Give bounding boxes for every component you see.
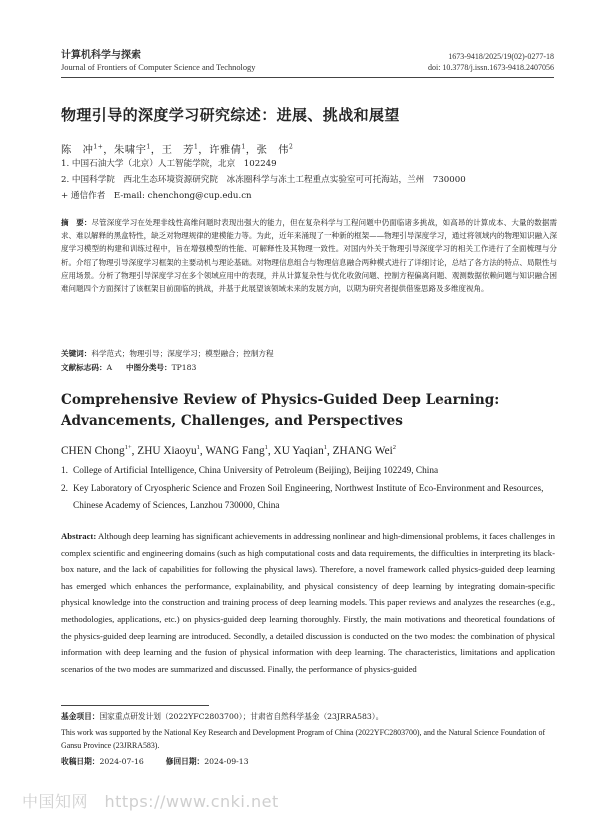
author-sep: ， <box>103 144 115 156</box>
doc-code-label: 文献标志码： <box>61 363 107 372</box>
received-label: 收稿日期： <box>61 757 100 766</box>
author-name: 朱啸宇 <box>114 144 147 156</box>
doc-code-value: A <box>106 363 113 372</box>
author-name: ZHANG Wei <box>332 444 393 457</box>
classification-cn <box>61 362 196 373</box>
author-name: WANG Fang <box>205 444 265 457</box>
dates <box>61 756 249 767</box>
abstract-cn <box>61 216 557 295</box>
abstract-en-label: Abstract: <box>61 531 97 541</box>
abstract-en-text: Although deep learning has significant achievements in addressing nonlinear and high-dimensional problems, it faces challenges in complex scientific and engineering domains (such as high computational costs and data requirements, the difficulties in interpreting its black-box nature, and the lack of capabilities for following the physical laws). Therefore, a novel framework called physics-guided deep learning has emerged which enhances the performance, explainability, and physical consistency of deep learning by integrating domain-specific physical knowledge into the construction and training process of deep learning models. This paper reviews and analyzes the researches (e.g., methodologies, applications, etc.) on physics-guided deep learning thoroughly. Firstly, the main motivations and theoretical foundations of the physics-guided deep learning are introduced. Secondly, a detailed discussion is conducted on the two modes: the combination of physical information with deep learning and the fusion of physical information with deep learning. The characteristics, limitations and application scenarios of the two modes are summarized and discussed. Finally, the performance of physics-guided <box>61 531 555 674</box>
author-sep: , <box>327 444 333 457</box>
affiliation-cn-1: 1. 中国石油大学（北京）人工智能学院，北京 102249 <box>61 159 277 169</box>
author-name: XU Yaqian <box>273 444 324 457</box>
author-sup: 2 <box>392 444 396 451</box>
keywords-cn-text: 科学范式；物理引导；深度学习；模型融合；控制方程 <box>91 349 274 358</box>
author-name: 张 伟 <box>256 144 289 156</box>
doi-line: doi: 10.3778/j.issn.1673-9418.2407056 <box>427 63 554 72</box>
author-sup: 1 <box>264 444 268 451</box>
affiliation-num: 2. <box>61 484 68 494</box>
footnote-rule <box>61 705 209 706</box>
author-name: 许雅倩 <box>209 144 242 156</box>
author-sup: 1 <box>241 143 246 151</box>
affiliation-en-2 <box>61 481 561 514</box>
class-code-label: 中图分类号： <box>126 363 172 372</box>
abstract-en <box>61 528 555 677</box>
authors-cn <box>61 141 293 156</box>
journal-header <box>61 50 255 73</box>
received-date: 2024-07-16 <box>99 757 144 766</box>
cnki-watermark: 中国知网 https://www.cnki.net <box>22 792 279 811</box>
class-code-value: TP183 <box>171 363 197 372</box>
affiliation-cn-2: 2. 中国科学院 西北生态环境资源研究院 冰冻圈科学与冻土工程重点实验室可可托海站，兰州 730000 <box>61 175 466 185</box>
keywords-cn <box>61 348 274 359</box>
journal-name-cn: 计算机科学与探索 <box>61 50 141 61</box>
journal-meta <box>428 51 554 73</box>
author-name: ZHU Xiaoyu <box>137 444 197 457</box>
author-sup: 1 <box>146 143 151 151</box>
affiliation-text: Key Laboratory of Cryospheric Science and Frozen Soil Engineering, Northwest Institute of Eco-Environment and Resources, Chinese Academy of Sciences, Lanzhou 730000, China <box>73 484 544 511</box>
funding-cn-label: 基金项目： <box>61 712 100 721</box>
funding-cn <box>61 711 383 722</box>
issn-line: 1673-9418/2025/19(02)-0277-18 <box>448 52 554 61</box>
affiliation-text: College of Artificial Intelligence, China University of Petroleum (Beijing), Beijing 102249, China <box>73 466 439 476</box>
author-sep: , <box>199 444 206 457</box>
affiliation-en-1 <box>61 463 561 480</box>
author-sep: , <box>131 444 138 457</box>
title-cn: 物理引导的深度学习研究综述：进展、挑战和展望 <box>61 106 400 124</box>
author-sep: ， <box>150 144 162 156</box>
title-en: Comprehensive Review of Physics-Guided Deep Learning: Advancements, Challenges, and Perspectives <box>61 392 500 429</box>
author-sup: 1+ <box>93 143 104 151</box>
author-sep: ， <box>198 144 210 156</box>
funding-cn-text: 国家重点研发计划（2022YFC2803700）；甘肃省自然科学基金（23JRRA583）。 <box>99 712 384 721</box>
revised-label: 修回日期： <box>165 757 205 766</box>
author-sup: 1 <box>193 143 199 151</box>
journal-name-en: Journal of Frontiers of Computer Science and Technology <box>61 63 256 72</box>
author-sup: 2 <box>288 143 294 151</box>
affiliation-num: 1. <box>61 466 68 476</box>
abstract-cn-text: 尽管深度学习在处理非线性高维问题时表现出强大的能力，但在复杂科学与工程问题中仍面临诸多挑战，如高昂的计算成本、大量的数据需求、难以解释的黑盒特性，缺乏对物理规律的建模能力等。为此，近年来涌现了一种新的框架——物理引导深度学习，通过将领域内的物理知识融入深度学习模型的构建和训练过程中，旨在增强模型的性能、可解释性及其物理一致性。对国内外关于物理引导深度学习的相关工作进行了全面梳理与分析。介绍了物理引导深度学习框架的主要动机与理论基础。对物理信息组合与物理信息融合两种模式进行了详细讨论，总结了各方法的特点、局限性与应用场景。分析了物理引导深度学习在多个领域应用中的表现，并从计算复杂性与优化收敛问题、控制方程偏离问题、观测数据依赖问题与知识融合困难问题四个方面探讨了该框架目前面临的挑战，并基于此展望该领域未来的发展方向，以期为研究者提供借鉴思路及多维度视角。 <box>61 218 557 294</box>
abstract-cn-label: 摘 要： <box>61 218 92 227</box>
author-name: 陈 冲 <box>61 144 94 156</box>
revised-date: 2024-09-13 <box>204 757 249 766</box>
header-rule <box>61 77 554 78</box>
authors-en <box>61 444 396 457</box>
author-sup: 1+ <box>124 444 132 451</box>
author-name: CHEN Chong <box>61 444 125 457</box>
author-sup: 1 <box>196 444 200 451</box>
keywords-cn-label: 关键词： <box>61 349 92 358</box>
author-sep: ， <box>245 144 257 156</box>
author-sep: , <box>267 444 274 457</box>
author-sup: 1 <box>323 444 327 451</box>
funding-en: This work was supported by the National Key Research and Development Program of China (2022YFC2803700), and the Natural Science Foundation of Gansu Province (23JRRA583). <box>61 728 546 750</box>
corresponding-author: + 通信作者 E-mail: chenchong@cup.edu.cn <box>61 191 252 201</box>
author-name: 王 芳 <box>161 144 194 156</box>
